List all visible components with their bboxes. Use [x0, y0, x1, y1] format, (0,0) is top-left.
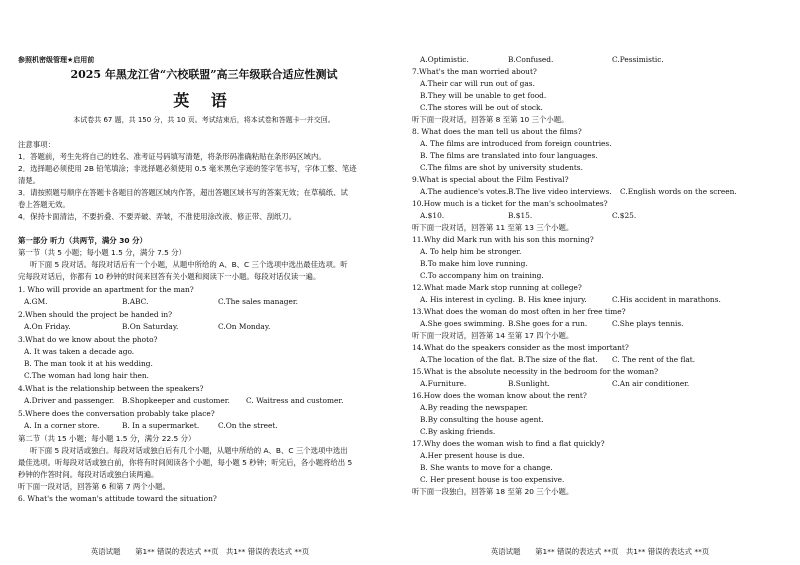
notice-item: 1．答题前，考生先将自己的姓名、准考证号码填写清楚，将条形码准确粘贴在条形码区域内。	[18, 152, 326, 161]
question-15-options	[412, 379, 792, 389]
section2-instruction: 最佳选项。听每段对话或独白前，你将有时间阅读各个小题，每小题 5 秒钟；听完后，各小题将给出 5	[18, 458, 353, 467]
notice-item: 2．选择题必须使用 2B 铅笔填涂；非选择题必须使用 0.5 毫米黑色字迹的签字笔书写，字体工整、笔迹	[18, 164, 357, 173]
option-b: B. His knee injury.	[518, 295, 587, 304]
option-a: A.Her present house is due.	[420, 451, 525, 460]
notice-item: 清楚。	[18, 176, 41, 185]
question-4: 4.What is the relationship between the speakers?	[18, 384, 204, 393]
option-a: A.Driver and passenger.	[24, 396, 115, 405]
option-b: B.By consulting the house agent.	[420, 415, 544, 424]
option-b: B. The films are translated into four languages.	[420, 151, 598, 160]
option-b: B. She wants to move for a change.	[420, 463, 553, 472]
option-b: B.$15.	[508, 211, 533, 220]
question-12-options	[412, 295, 792, 305]
option-c: C.His accident in marathons.	[612, 295, 721, 304]
option-b: B. In a supermarket.	[122, 421, 200, 430]
option-a: A.She goes swimming.	[420, 319, 505, 328]
option-c: C. Her present house is too expensive.	[420, 475, 565, 484]
option-c: C.On Monday.	[218, 322, 271, 331]
question-7: 7.What's the man worried about?	[412, 67, 537, 76]
section2-heading: 第二节（共 15 小题；每小题 1.5 分，满分 22.5 分）	[18, 434, 196, 443]
listen-instruction: 听下面一段对话，回答第 11 至第 13 三个小题。	[412, 223, 574, 232]
question-5: 5.Where does the conversation probably take place?	[18, 409, 215, 418]
option-c: C.English words on the screen.	[620, 187, 737, 196]
notice-item: 卷上答题无效。	[18, 200, 70, 209]
question-2: 2.When should the project be handed in?	[18, 310, 173, 319]
option-c: C.$25.	[612, 211, 637, 220]
question-10: 10.How much is a ticket for the man's schoolmates?	[412, 199, 608, 208]
option-a: A. It was taken a decade ago.	[24, 347, 135, 356]
listen-instruction: 听下面一段对话，回答第 14 至第 17 四个小题。	[412, 331, 574, 340]
question-9: 9.What is special about the Film Festival?	[412, 175, 569, 184]
question-13-options	[412, 319, 792, 329]
option-b: B.The live video interviews.	[508, 187, 612, 196]
question-1-options	[18, 297, 390, 307]
question-2-options	[18, 322, 390, 332]
option-c: C. Waitress and customer.	[246, 396, 344, 405]
question-12: 12.What made Mark stop running at college?	[412, 283, 582, 292]
option-c: C.The films are shot by university students.	[420, 163, 583, 172]
section1-instruction: 听下面 5 段对话。每段对话后有一个小题，从题中所给的 A、B、C 三个选项中选出最佳选项。听	[30, 260, 348, 269]
question-11: 11.Why did Mark run with his son this morning?	[412, 235, 594, 244]
question-3: 3.What do we know about the photo?	[18, 335, 158, 344]
option-c: C.She plays tennis.	[612, 319, 684, 328]
option-a: A.GM.	[24, 297, 48, 306]
section1-instruction: 完每段对话后，你都有 10 秒钟的时间来回答有关小题和阅读下一小题。每段对话仅读一遍。	[18, 272, 321, 281]
listen-instruction: 听下面一段独白，回答第 18 至第 20 三个小题。	[412, 487, 574, 496]
question-13: 13.What does the woman do most often in her free time?	[412, 307, 626, 316]
question-1: 1. Who will provide an apartment for the man?	[18, 285, 194, 294]
option-c: C.The woman had long hair then.	[24, 371, 149, 380]
notice-item: 3．请按照题号顺序在答题卡各题目的答题区域内作答，超出答题区域书写的答案无效；在草稿纸、试	[18, 188, 348, 197]
option-a: A.Furniture.	[420, 379, 467, 388]
option-b: B.Confused.	[508, 55, 554, 64]
listen-instruction: 听下面一段对话，回答第 6 和第 7 两个小题。	[18, 482, 170, 491]
part1-heading: 第一部分 听力（共两节，满分 30 分）	[18, 236, 147, 245]
option-c: C.An air conditioner.	[612, 379, 690, 388]
notice-item: 4．保持卡面清洁，不要折叠、不要弄破、弄皱，不准使用涂改液、修正带、刮纸刀。	[18, 212, 297, 221]
question-14: 14.What do the speakers consider as the most important?	[412, 343, 629, 352]
question-15: 15.What is the absolute necessity in the bedroom for the woman?	[412, 367, 659, 376]
option-c: C.Pessimistic.	[612, 55, 664, 64]
option-c: C. The rent of the flat.	[612, 355, 696, 364]
subject-title: 英 语	[173, 91, 235, 110]
right-footer: 英语试题 第1** 错误的表达式 **页 共1** 错误的表达式 **页	[490, 547, 710, 556]
option-b: B.She goes for a run.	[508, 319, 588, 328]
listen-instruction: 听下面一段对话，回答第 8 至第 10 三个小题。	[412, 115, 569, 124]
option-b: B.To make him love running.	[420, 259, 528, 268]
right-page	[400, 0, 800, 565]
question-5-options	[18, 421, 390, 431]
classification-label: 参照机密级管理★启用前	[18, 56, 95, 64]
question-16: 16.How does the woman know about the rent?	[412, 391, 587, 400]
option-a: A. His interest in cycling.	[420, 295, 515, 304]
question-4-options	[18, 396, 390, 406]
option-a: A. To help him be stronger.	[420, 247, 522, 256]
option-a: A.Their car will run out of gas.	[420, 79, 535, 88]
option-b: B.Shopkeeper and customer.	[122, 396, 230, 405]
exam-title: 2025 年黑龙江省“六校联盟”高三年级联合适应性测试	[70, 68, 338, 81]
section2-instruction: 听下面 5 段对话或独白。每段对话或独白后有几个小题，从题中所给的 A、B、C 三个选项中选出	[30, 446, 348, 455]
question-17: 17.Why does the woman wish to find a flat quickly?	[412, 439, 605, 448]
option-b: B.The size of the flat.	[518, 355, 598, 364]
question-14-options	[412, 355, 792, 365]
notice-heading: 注意事项：	[18, 140, 55, 149]
option-b: B.ABC.	[122, 297, 149, 306]
option-a: A.Optimistic.	[420, 55, 469, 64]
option-c: C.The sales manager.	[218, 297, 298, 306]
option-c: C.By asking friends.	[420, 427, 496, 436]
option-a: A.The audience's votes.	[420, 187, 509, 196]
question-8: 8. What does the man tell us about the films?	[412, 127, 582, 136]
exam-intro: 本试卷共 67 题，共 150 分，共 10 页。考试结束后，将本试卷和答题卡一并交回。	[73, 116, 335, 124]
question-6: 6. What's the woman's attitude toward the situation?	[18, 494, 217, 503]
option-b: B.Sunlight.	[508, 379, 550, 388]
option-a: A.The location of the flat.	[420, 355, 515, 364]
option-a: A.On Friday.	[24, 322, 71, 331]
option-a: A. In a corner store.	[24, 421, 100, 430]
option-c: C.The stores will be out of stock.	[420, 103, 543, 112]
option-a: A.$10.	[420, 211, 445, 220]
section2-instruction: 秒钟的作答时间。每段对话或独白读两遍。	[18, 470, 159, 479]
left-footer: 英语试题 第1** 错误的表达式 **页 共1** 错误的表达式 **页	[90, 547, 310, 556]
section1-heading: 第一节（共 5 小题；每小题 1.5 分，满分 7.5 分）	[18, 248, 186, 257]
option-c: C.On the street.	[218, 421, 278, 430]
question-10-options	[412, 211, 792, 221]
option-a: A. The films are introduced from foreign countries.	[420, 139, 612, 148]
option-b: B. The man took it at his wedding.	[24, 359, 153, 368]
option-a: A.By reading the newspaper.	[420, 403, 528, 412]
option-b: B.On Saturday.	[122, 322, 179, 331]
option-c: C.To accompany him on training.	[420, 271, 544, 280]
question-6-options	[412, 55, 792, 65]
option-b: B.They will be unable to get food.	[420, 91, 547, 100]
question-9-options	[412, 187, 792, 197]
